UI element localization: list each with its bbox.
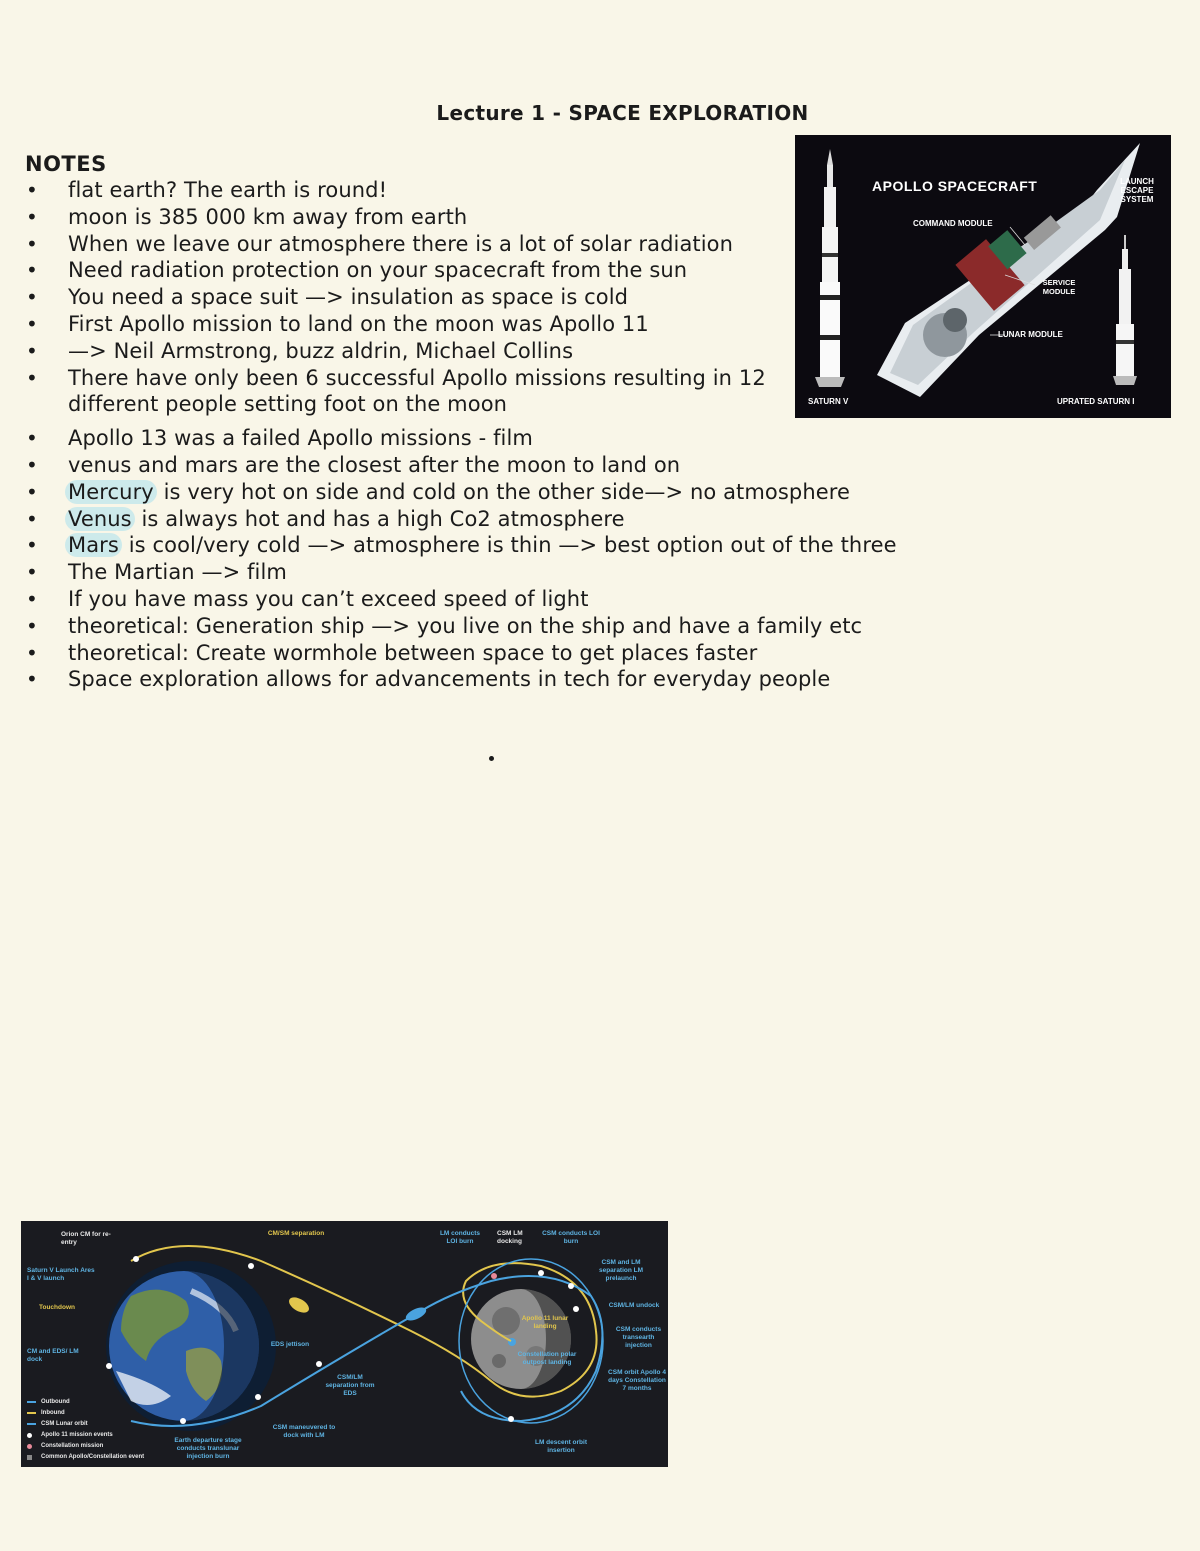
- csm-lm-eds-sep-label: CSM/LM separation from EDS: [325, 1374, 375, 1397]
- orion-cm-label: Orion CM for re-entry: [61, 1231, 111, 1246]
- list-item: • flat earth? The earth is round!: [25, 177, 965, 204]
- highlight-mercury: Mercury: [65, 480, 157, 504]
- list-item: [25, 532, 965, 559]
- list-item: • Need radiation protection on your spacecraft from the sun: [25, 257, 965, 284]
- legend-label: Outbound: [41, 1399, 70, 1405]
- list-item: • venus and mars are the closest after the moon to land on: [25, 452, 965, 479]
- uprated-saturn-rocket-icon: [1113, 235, 1137, 385]
- legend-label: Apollo 11 mission events: [41, 1432, 113, 1438]
- legend-item: [27, 1452, 144, 1463]
- stray-dot: [489, 756, 494, 761]
- apollo-spacecraft-image: [795, 135, 1171, 418]
- list-item: • You need a space suit —> insulation as space is cold: [25, 284, 965, 311]
- list-item: • theoretical: Generation ship —> you live on the ship and have a family etc: [25, 613, 965, 640]
- trajectory-diagram-image: [21, 1221, 668, 1467]
- lm-descent-label: LM descent orbit insertion: [534, 1439, 587, 1454]
- command-module-label: COMMAND MODULE: [913, 219, 993, 228]
- list-item: • First Apollo mission to land on the moon was Apollo 11: [25, 311, 965, 338]
- legend-swatch: [27, 1401, 36, 1403]
- highlight-mars: Mars: [65, 533, 122, 557]
- legend-item: [27, 1430, 144, 1441]
- notes-heading: NOTES: [25, 152, 107, 176]
- csm-orbit-label: CSM orbit Apollo 4 days Constellation 7 months: [608, 1369, 666, 1392]
- highlight-venus: Venus: [65, 507, 135, 531]
- csm-lm-dock-label: CSM LM docking: [497, 1230, 523, 1245]
- list-item-text: is always hot and has a high Co2 atmosphere: [134, 506, 625, 531]
- list-item-text: is cool/very cold —> atmosphere is thin —> best option out of the three: [121, 533, 897, 558]
- legend-swatch: [27, 1412, 36, 1414]
- cm-eds-label: CM and EDS/ LM dock: [27, 1348, 79, 1363]
- legend-label: CSM Lunar orbit: [41, 1421, 88, 1427]
- legend-item: [27, 1397, 144, 1408]
- service-module-label: SERVICE MODULE: [1042, 278, 1076, 296]
- apollo-landing-label: Apollo 11 lunar landing: [521, 1315, 569, 1330]
- list-item: • —> Neil Armstrong, buzz aldrin, Michael Collins: [25, 338, 965, 365]
- csm-lm-undock-label: CSM/LM undock: [608, 1302, 660, 1309]
- trajectory-legend: [27, 1397, 144, 1463]
- legend-swatch: [27, 1455, 32, 1460]
- list-item: • There have only been 6 successful Apollo missions resulting in 12 different people setting foot on the moon: [25, 365, 768, 419]
- csm-maneuvered-label: CSM maneuvered to dock with LM: [272, 1424, 336, 1439]
- cm-sm-sep-label: CM/SM separation: [267, 1230, 325, 1237]
- csm-lm-sep-label: CSM and LM separation LM prelaunch: [598, 1259, 644, 1282]
- moon-icon: [471, 1289, 571, 1389]
- apollo-heading: APOLLO SPACECRAFT: [872, 178, 1038, 194]
- earth-departure-label: Earth departure stage conducts translunar injection burn: [174, 1437, 242, 1460]
- saturn-v-rocket-icon: [815, 149, 845, 387]
- saturn-v-label: SATURN V: [808, 397, 849, 406]
- list-item: • When we leave our atmosphere there is a lot of solar radiation: [25, 231, 965, 258]
- launch-escape-label: LAUNCH ESCAPE SYSTEM: [1120, 177, 1154, 204]
- legend-label: Common Apollo/Constellation event: [41, 1454, 145, 1460]
- legend-swatch: [27, 1444, 32, 1449]
- csm-tei-label: CSM conducts transearth injection: [615, 1326, 662, 1349]
- list-item: • Apollo 13 was a failed Apollo missions - film: [25, 425, 965, 452]
- list-item: • Space exploration allows for advancements in tech for everyday people: [25, 666, 965, 693]
- list-item: [25, 479, 965, 506]
- legend-swatch: [27, 1423, 36, 1425]
- legend-swatch: [27, 1433, 32, 1438]
- legend-item: [27, 1441, 144, 1452]
- legend-label: Inbound: [41, 1410, 65, 1416]
- csm-loi-label: CSM conducts LOI burn: [542, 1230, 600, 1245]
- list-item: • theoretical: Create wormhole between space to get places faster: [25, 640, 965, 667]
- uprated-saturn-label: UPRATED SATURN I: [1057, 397, 1135, 406]
- lunar-module-label: LUNAR MODULE: [998, 330, 1063, 339]
- saturn-launch-label: Saturn V Launch Ares I & V launch: [27, 1267, 95, 1282]
- list-item: [25, 506, 965, 533]
- eds-jettison-label: EDS jettison: [270, 1341, 310, 1348]
- constellation-label: Constellation polar outpost landing: [517, 1351, 577, 1366]
- list-item: • The Martian —> film: [25, 559, 965, 586]
- legend-item: [27, 1419, 144, 1430]
- list-item-text: is very hot on side and cold on the other side—> no atmosphere: [156, 479, 851, 504]
- page-title: Lecture 1 - SPACE EXPLORATION: [436, 101, 809, 125]
- list-item: • If you have mass you can’t exceed speed of light: [25, 586, 965, 613]
- legend-label: Constellation mission: [41, 1443, 104, 1449]
- lm-loi-label: LM conducts LOI burn: [439, 1230, 481, 1245]
- legend-item: [27, 1408, 144, 1419]
- touchdown-label: Touchdown: [39, 1304, 75, 1311]
- list-item: • moon is 385 000 km away from earth: [25, 204, 965, 231]
